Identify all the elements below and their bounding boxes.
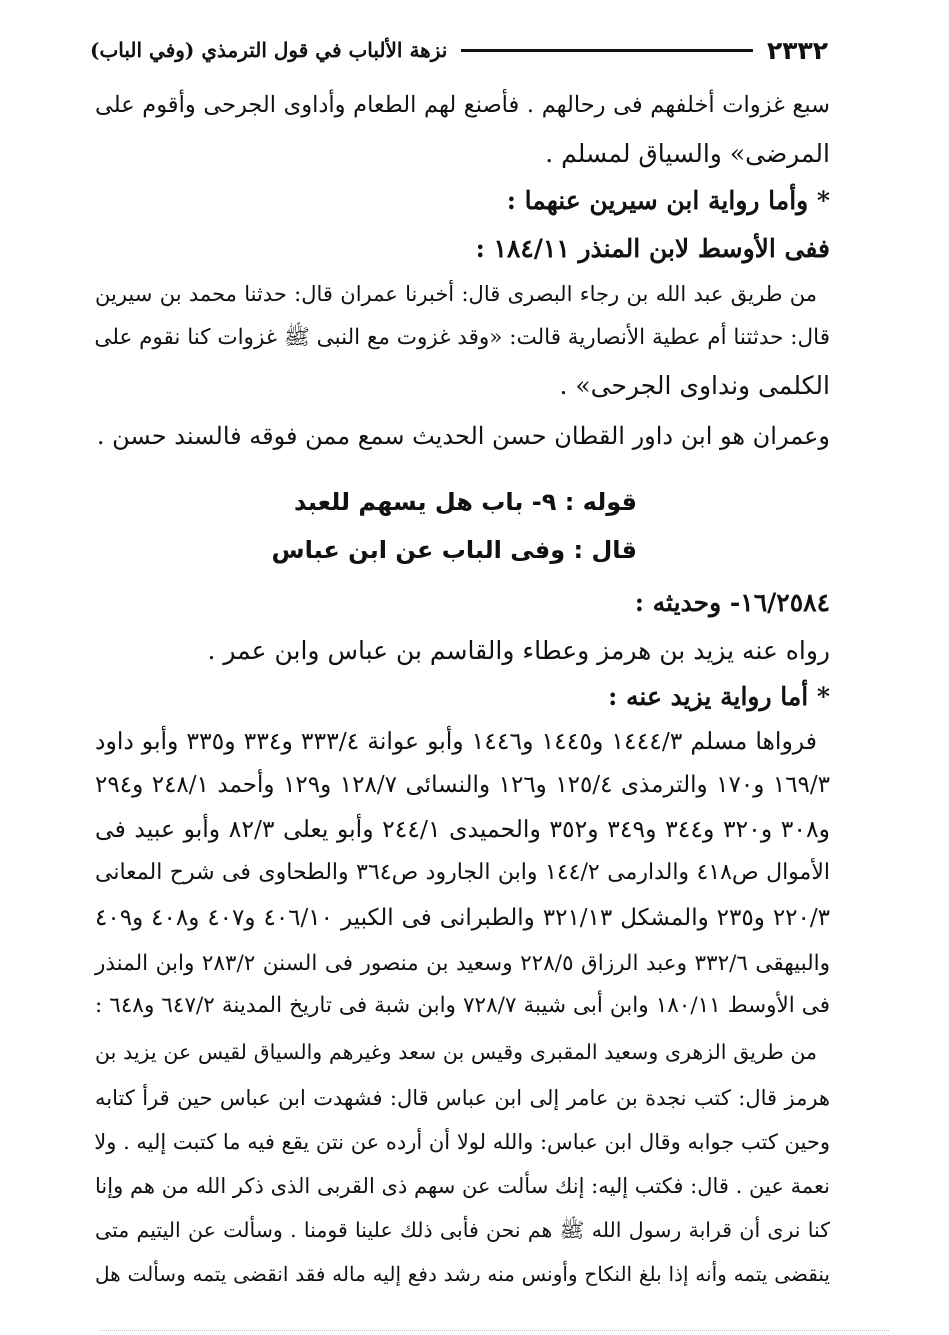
- section-note: * أما رواية يزيد عنه :: [608, 682, 830, 711]
- page-number: ٢٣٣٢: [766, 35, 828, 65]
- page-edge: [100, 1330, 889, 1331]
- header-rule: [461, 49, 753, 52]
- text-line: المرضى» والسياق لمسلم .: [545, 139, 830, 168]
- text-line: والبيهقى ٣٣٢/٦ وعبد الرزاق ٢٢٨/٥ وسعيد بن منصور فى السنن ٢٨٣/٢ وابن المنذر: [95, 951, 830, 976]
- text-line: من طريق عبد الله بن رجاء البصرى قال: أخبرنا عمران قال: حدثنا محمد بن سيرين: [95, 282, 817, 306]
- chapter-subheading: قال : وفى الباب عن ابن عباس: [271, 536, 637, 564]
- section-note: * وأما رواية ابن سيرين عنهما :: [506, 186, 830, 215]
- chapter-heading: قوله : ٩- باب هل يسهم للعبد: [294, 488, 637, 516]
- text-line: كنا نرى أن قرابة رسول الله ﷺ هم نحن فأبى ذلك علينا قومنا . وسألت عن اليتيم متى: [95, 1218, 830, 1242]
- text-line: قال: حدثتنا أم عطية الأنصارية قالت: «وقد غزوت مع النبى ﷺ غزوات كنا نقوم على: [94, 325, 830, 350]
- text-line: ٢٢٠/٣ و٢٣٥ والمشكل ٣٢١/١٣ والطبرانى فى الكبير ٤٠٦/١٠ و٤٠٧ و٤٠٨ و٤٠٩: [95, 905, 830, 931]
- text-line: وعمران هو ابن داور القطان حسن الحديث سمع ممن فوقه فالسند حسن .: [96, 422, 830, 450]
- text-line: سبع غزوات أخلفهم فى رحالهم . فأصنع لهم الطعام وأداوى الجرحى وأقوم على: [95, 92, 830, 118]
- text-line: رواه عنه يزيد بن هرمز وعطاء والقاسم بن عباس وابن عمر .: [207, 636, 830, 665]
- running-title: نزهة الألباب في قول الترمذي (وفي الباب): [90, 38, 448, 62]
- text-line: و٣٠٨ و٣٢٠ و٣٤٤ و٣٤٩ و٣٥٢ والحميدى ٢٤٤/١ وأبو يعلى ٨٢/٣ وأبو عبيد فى: [95, 815, 831, 843]
- text-line: الكلمى ونداوى الجرحى» .: [559, 371, 830, 400]
- text-line: الأموال ص٤١٨ والدارمى ١٤٤/٢ وابن الجارود ص٣٦٤ والطحاوى فى شرح المعانى: [95, 860, 830, 885]
- text-line: هرمز قال: كتب نجدة بن عامر إلى ابن عباس قال: فشهدت ابن عباس حين قرأ كتابه: [95, 1086, 830, 1110]
- hadith-number: ١٦/٢٥٨٤- وحديثه :: [634, 588, 830, 617]
- text-line: من طريق الزهرى وسعيد المقبرى وقيس بن سعد وغيرهم والسياق لقيس عن يزيد بن: [95, 1040, 817, 1064]
- running-header: [90, 30, 828, 70]
- text-line: فى الأوسط ١٨٠/١١ وابن أبى شيبة ٧٢٨/٧ وابن شبة فى تاريخ المدينة ٦٤٧/٢ و٦٤٨ :: [95, 993, 830, 1018]
- text-line: ١٦٩/٣ و١٧٠ والترمذى ١٢٥/٤ و١٢٦ والنسائى ١٢٨/٧ و١٢٩ وأحمد ٢٤٨/١ و٢٩٤: [95, 772, 831, 798]
- text-line: ينقضى يتمه وأنه إذا بلغ النكاح وأونس منه رشد دفع إليه ماله فقد انقضى يتمه وسألت هل: [95, 1262, 830, 1286]
- text-line: وحين كتب جوابه وقال ابن عباس: والله لولا أن أرده عن نتن يقع فيه ما كتبت إليه . ولا: [94, 1130, 830, 1154]
- text-line: نعمة عين . قال: فكتب إليه: إنك سألت عن سهم ذى القربى الذى ذكر الله من هم وإنا: [95, 1174, 830, 1198]
- text-line: فرواها مسلم ١٤٤٤/٣ و١٤٤٥ و١٤٤٦ وأبو عوانة ٣٣٣/٤ و٣٣٤ و٣٣٥ وأبو داود: [95, 727, 817, 755]
- section-note: ففى الأوسط لابن المنذر ١٨٤/١١ :: [475, 234, 830, 263]
